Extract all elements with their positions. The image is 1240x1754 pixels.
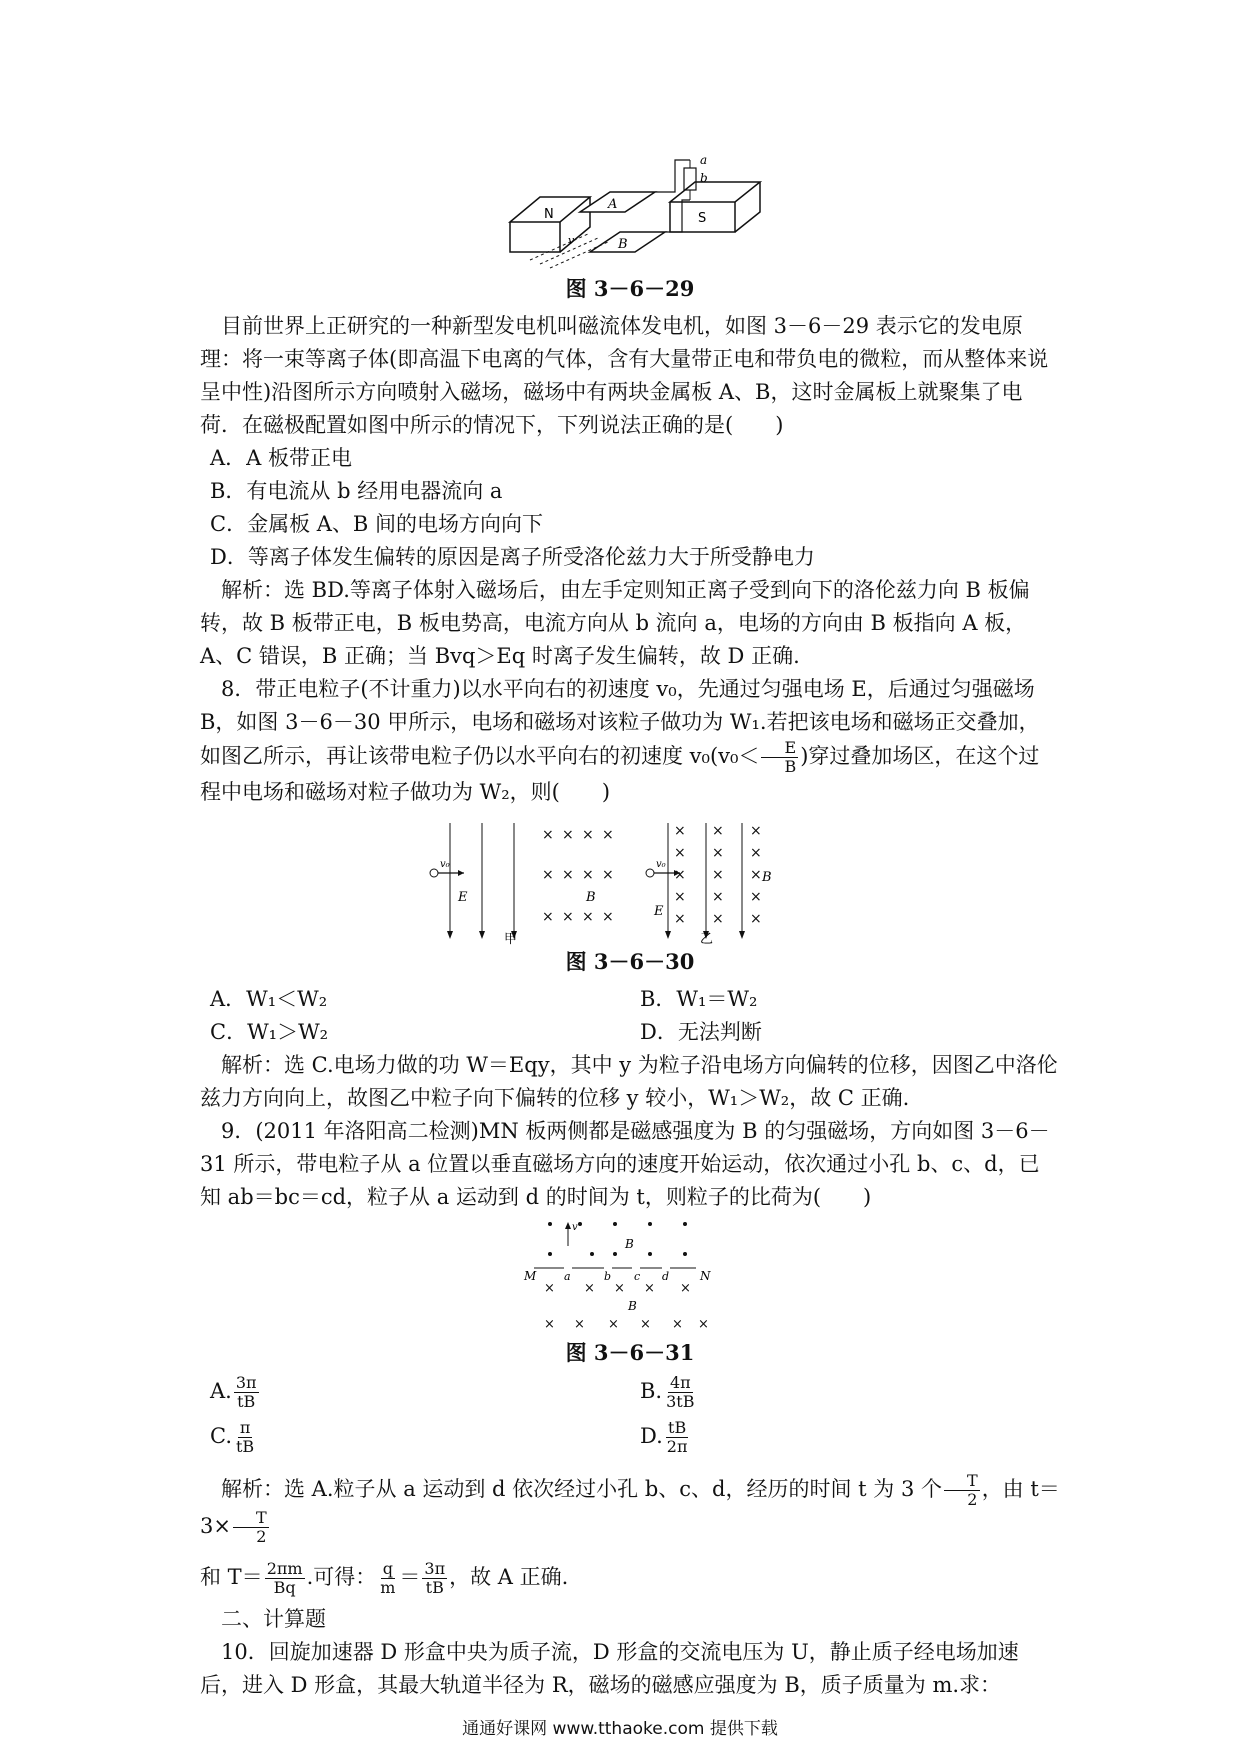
q8-analysis: 解析：选 C.电场力做的功 W＝Eqy，其中 y 为粒子沿电场方向偏转的位移，因图乙中洛伦兹力方向向上，故图乙中粒子向下偏转的位移 y 较小，W₁＞W₂，故 C 正确. — [200, 1053, 1058, 1110]
svg-text:×: × — [750, 845, 762, 861]
fig30-jia-B: B — [586, 890, 596, 905]
q9-frac-22: 2 — [256, 1527, 267, 1546]
q7-analysis: 解析：选 BD.等离子体射入磁场后，由左手定则知正离子受到向下的洛伦兹力向 B 板偏转，故 B 板带正电，B 板电势高，电流方向从 b 流向 a，电场的方向由 B 板指向 A 板，A、C 错误，B 正确；当 Bvq＞Eq 时离子发生偏转，故 D 正确. — [200, 578, 1030, 668]
q9-frac-qden: m — [380, 1578, 396, 1597]
q9-option-a-letter: A. — [210, 1379, 232, 1403]
fig30-jia-E: E — [458, 890, 468, 905]
svg-text:×: × — [644, 1281, 655, 1296]
q9-option-b-num: 4π — [669, 1373, 691, 1392]
svg-text:×: × — [672, 1317, 683, 1332]
q8-options-row-1 — [200, 983, 1060, 1016]
q9-frac-t2: T — [233, 1509, 269, 1528]
q9-option-b — [630, 1374, 1060, 1411]
svg-text:×: × — [674, 845, 686, 861]
svg-text:×: × — [542, 909, 554, 925]
q9-option-a-num: 3π — [235, 1373, 257, 1392]
q9-option-c-den: tB — [236, 1437, 255, 1456]
fig31-label-d: d — [662, 1270, 670, 1283]
q7-option-d: D．等离子体发生偏转的原因是离子所受洛伦兹力大于所受静电力 — [210, 545, 815, 569]
fig31-label-b: b — [604, 1270, 612, 1283]
page-content — [200, 0, 1060, 1702]
svg-text:×: × — [674, 911, 686, 927]
q9-option-c-letter: C. — [210, 1424, 232, 1448]
svg-text:×: × — [674, 889, 686, 905]
fig31-label-c: c — [634, 1270, 641, 1283]
svg-text:×: × — [584, 1281, 595, 1296]
q8-option-d: D．无法判断 — [640, 1020, 762, 1044]
fig29-label-a: a — [700, 153, 708, 167]
q8-frac-den: B — [784, 757, 797, 776]
fig30-yi-label: 乙 — [700, 932, 714, 945]
svg-text:×: × — [674, 867, 686, 883]
q9-option-c — [200, 1419, 630, 1456]
svg-text:×: × — [542, 827, 554, 843]
q9-stem: 9．(2011 年洛阳高二检测)MN 板两侧都是磁感强度为 B 的匀强磁场，方向如图 3－6－31 所示，带电粒子从 a 位置以垂直磁场方向的速度开始运动，依次通过小孔 b、c、d，已知 ab＝bc＝cd，粒子从 a 运动到 d 的时间为 t，则粒子的比荷为( ) — [200, 1119, 1050, 1209]
q9-frac-tden: Bq — [273, 1578, 296, 1597]
svg-text:×: × — [674, 823, 686, 839]
q9-options-row-2 — [200, 1419, 1060, 1456]
q7-stem: 目前世界上正研究的一种新型发电机叫磁流体发电机，如图 3－6－29 表示它的发电原理：将一束等离子体(即高温下电离的气体，含有大量带正电和带负电的微粒，而从整体来说呈中性)沿图所示方向喷射入磁场，磁场中有两块金属板 A、B，这时金属板上就聚集了电荷．在磁极配置如图中所示的情况下，下列说法正确的是( ) — [200, 314, 1049, 437]
q9-analysis-line-2 — [200, 1560, 1060, 1597]
fig31-label-B-bottom: B — [628, 1299, 637, 1313]
fig29-label-A: A — [608, 197, 618, 212]
fig31-label-M: M — [524, 1269, 537, 1283]
svg-text:×: × — [640, 1317, 651, 1332]
svg-text:×: × — [544, 1281, 555, 1296]
section-heading-calc: 二、计算题 — [221, 1607, 326, 1631]
fig30-yi-v0: v₀ — [656, 859, 666, 870]
figure-caption-3-6-31: 图 3－6－31 — [565, 1340, 695, 1365]
q9-frac-21: 2 — [967, 1490, 978, 1509]
figure-3-6-31 — [520, 1216, 740, 1336]
svg-text:×: × — [712, 911, 724, 927]
fig29-label-B: B — [618, 237, 628, 252]
fig31-label-v: v — [572, 1222, 578, 1233]
svg-text:×: × — [698, 1317, 709, 1332]
q9-option-d-letter: D. — [640, 1424, 663, 1448]
fig30-yi-E: E — [654, 904, 664, 919]
svg-text:×: × — [574, 1317, 585, 1332]
q9-option-c-num: π — [239, 1418, 251, 1437]
svg-text:×: × — [602, 867, 614, 883]
q9-frac-t1: T — [944, 1472, 980, 1491]
q9-analysis-and: 和 T＝ — [200, 1565, 263, 1589]
svg-text:×: × — [582, 827, 594, 843]
figure-3-6-29 — [470, 152, 790, 272]
fig29-label-v: v — [568, 234, 575, 247]
svg-text:×: × — [542, 867, 554, 883]
q9-option-b-letter: B. — [640, 1379, 663, 1403]
svg-text:×: × — [712, 845, 724, 861]
figure-caption-3-6-30: 图 3－6－30 — [565, 949, 695, 974]
svg-text:×: × — [750, 911, 762, 927]
figure-3-6-30 — [420, 815, 840, 945]
q9-analysis-1a: 解析：选 A.粒子从 a 运动到 d 依次经过小孔 b、c、d，经历的时间 t 为 3 个 — [221, 1477, 943, 1501]
q7-option-a: A．A 板带正电 — [210, 446, 353, 470]
q9-analysis-get: .可得： — [306, 1565, 377, 1589]
fig31-label-a: a — [564, 1270, 571, 1283]
q9-option-d-den: 2π — [666, 1437, 688, 1456]
svg-text:×: × — [544, 1317, 555, 1332]
q9-analysis-eq: ＝ — [399, 1565, 421, 1589]
q8-frac-num: E — [761, 739, 798, 758]
fig29-label-N: N — [544, 207, 554, 222]
q8-stem-a: 8．带正电粒子(不计重力)以水平向右的初速度 v₀，先通过匀强电场 E，后通过匀强磁场 B，如图 3－6－30 甲所示，电场和磁场对该粒子做功为 W₁.若把该电场和磁场正交叠加，如图乙所示，再让该带电粒子仍以水平向右的初速度 v₀(v₀＜ — [200, 677, 1040, 768]
q9-options-row-1 — [200, 1374, 1060, 1411]
fig31-label-N: N — [700, 1269, 711, 1283]
svg-text:×: × — [602, 909, 614, 925]
fig29-label-b: b — [700, 171, 708, 185]
q7-option-b: B．有电流从 b 经用电器流向 a — [210, 479, 503, 503]
svg-text:×: × — [614, 1281, 625, 1296]
q9-frac-rden: tB — [425, 1578, 444, 1597]
fig31-label-B-top: B — [625, 1237, 634, 1251]
svg-text:×: × — [712, 889, 724, 905]
q9-option-d — [630, 1419, 1060, 1456]
q9-analysis-1b: ，由 t＝3× — [200, 1477, 1060, 1538]
fig30-jia-v0: v₀ — [440, 859, 450, 870]
q9-option-b-den: 3tB — [666, 1392, 695, 1411]
fig29-label-S: S — [698, 211, 707, 226]
page-footer: 通通好课网 www.tthaoke.com 提供下载 — [462, 1719, 778, 1739]
svg-text:×: × — [562, 909, 574, 925]
svg-text:×: × — [582, 909, 594, 925]
q9-option-a-den: tB — [237, 1392, 256, 1411]
svg-text:×: × — [608, 1317, 619, 1332]
svg-text:×: × — [680, 1281, 691, 1296]
svg-text:×: × — [602, 827, 614, 843]
q9-option-d-num: tB — [668, 1418, 687, 1437]
q8-option-b: B．W₁＝W₂ — [640, 987, 758, 1011]
q10-stem: 10．回旋加速器 D 形盒中央为质子流，D 形盒的交流电压为 U，静止质子经电场加速后，进入 D 形盒，其最大轨道半径为 R，磁场的磁感应强度为 B，质子质量为 m.求： — [200, 1640, 1019, 1697]
q9-frac-qnum: q — [382, 1559, 393, 1578]
svg-text:×: × — [712, 867, 724, 883]
fig30-yi-B: B — [762, 870, 772, 885]
q8-stem — [200, 673, 1060, 809]
svg-text:×: × — [582, 867, 594, 883]
q8-fraction-e-over-b — [761, 739, 798, 776]
q9-frac-rnum: 3π — [424, 1559, 446, 1578]
figure-caption-3-6-29: 图 3－6－29 — [565, 276, 695, 301]
svg-text:×: × — [562, 867, 574, 883]
svg-text:×: × — [750, 823, 762, 839]
svg-text:×: × — [562, 827, 574, 843]
q9-analysis-line-1 — [200, 1472, 1060, 1546]
fig30-jia-label: 甲 — [504, 932, 518, 945]
q8-options-row-2 — [200, 1016, 1060, 1049]
q9-analysis-end: ，故 A 正确. — [449, 1565, 569, 1589]
q9-option-a — [200, 1374, 630, 1411]
q8-option-a: A．W₁＜W₂ — [210, 987, 328, 1011]
q9-frac-tnum: 2πm — [266, 1559, 303, 1578]
svg-text:×: × — [750, 889, 762, 905]
svg-text:×: × — [750, 867, 762, 883]
q8-stem-b: )穿过叠加场区，在这个过程中电场和磁场对粒子做功为 W₂，则( ) — [200, 744, 1040, 804]
q8-option-c: C．W₁＞W₂ — [210, 1020, 329, 1044]
svg-text:×: × — [712, 823, 724, 839]
q7-option-c: C．金属板 A、B 间的电场方向向下 — [210, 512, 544, 536]
